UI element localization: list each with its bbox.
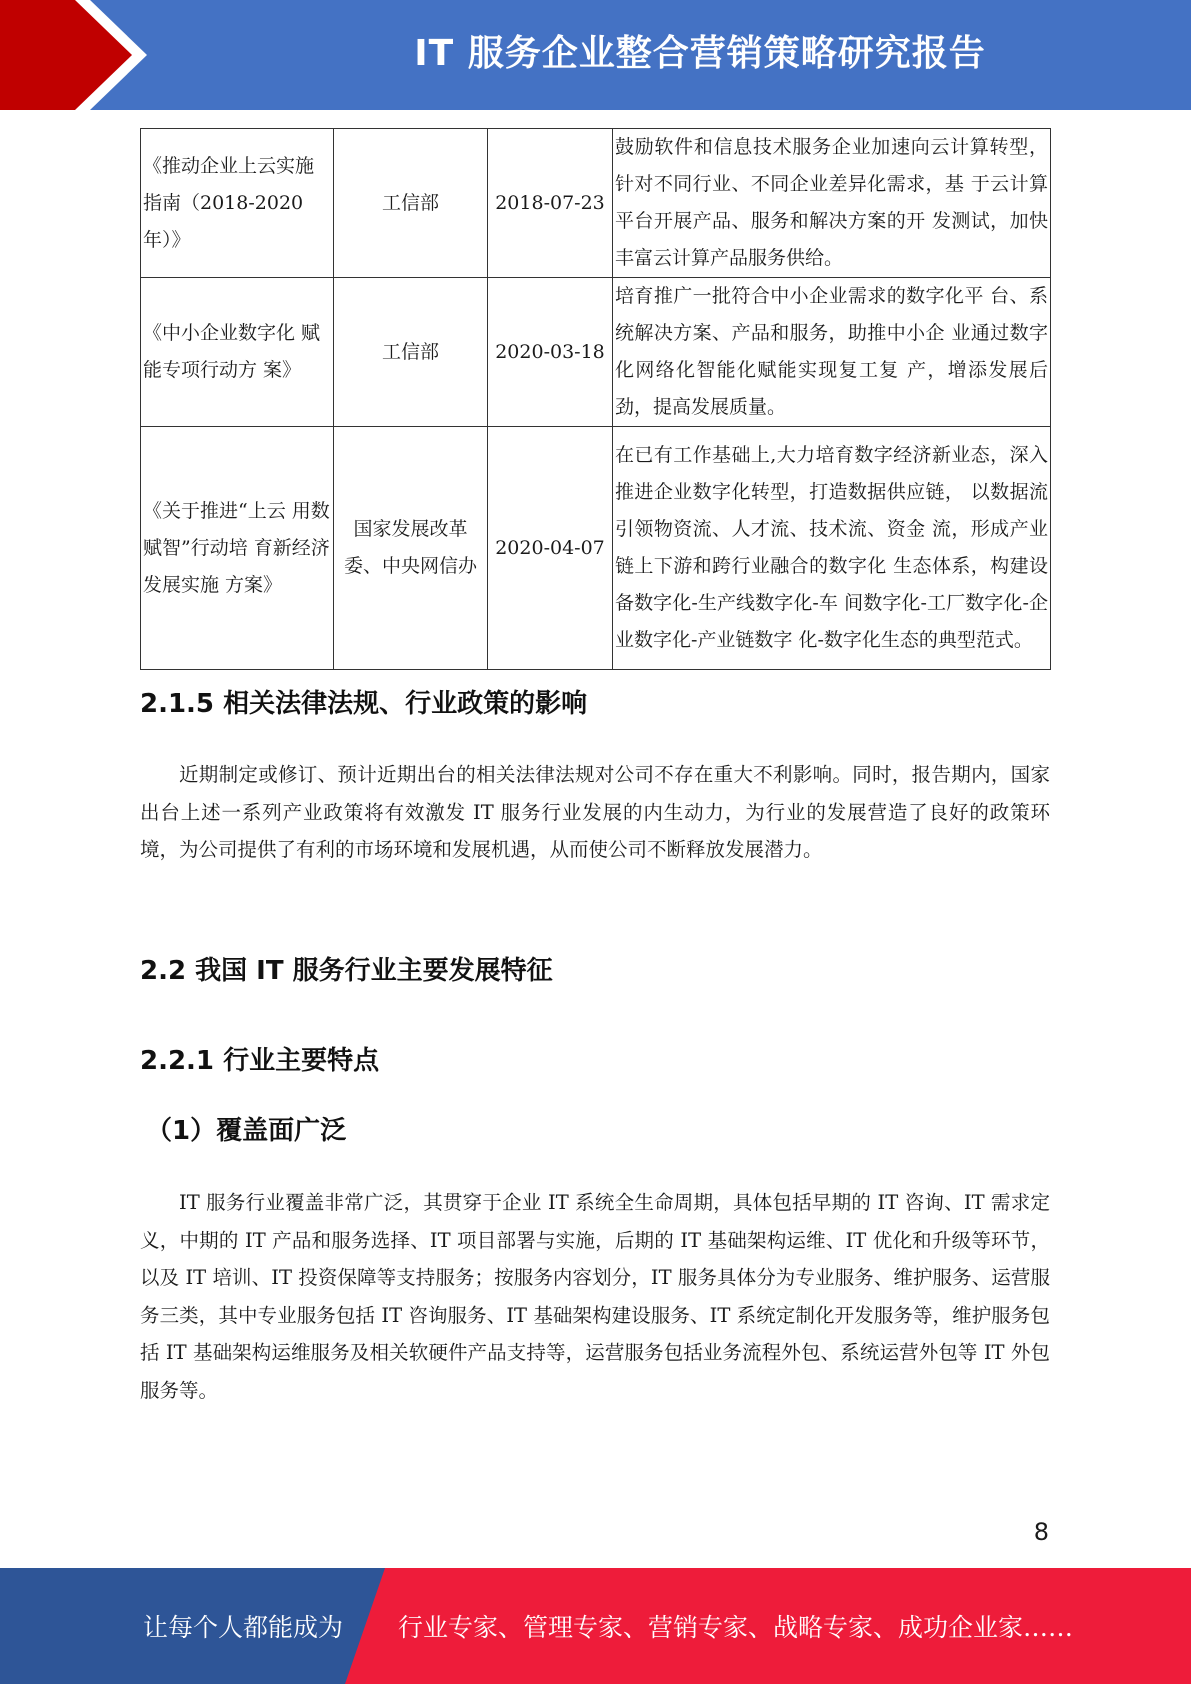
section-heading-2-2-1: 2.2.1 行业主要特点 (140, 1046, 380, 1076)
policy-table (140, 128, 1051, 670)
report-title: IT 服务企业整合营销策略研究报告 (414, 33, 986, 74)
page-number: 8 (1033, 1518, 1049, 1546)
policy-desc-cell: 鼓励软件和信息技术服务企业加速向云计算转型，针对不同行业、不同企业差异化需求，基 于云计算平台开展产品、服务和解决方案的开 发测试，加快丰富云计算产品服务供给。 (613, 129, 1051, 278)
table-row (141, 278, 1051, 427)
section-heading-2-1-5: 2.1.5 相关法律法规、行业政策的影响 (140, 689, 588, 719)
footer-slogan-right: 行业专家、管理专家、营销专家、战略专家、成功企业家…… (398, 1613, 1074, 1642)
policy-dept-cell: 工信部 (334, 278, 488, 427)
section-paragraph-2-1-5: 近期制定或修订、预计近期出台的相关法律法规对公司不存在重大不利影响。同时，报告期内，国家出台上述一系列产业政策将有效激发 IT 服务行业发展的内生动力，为行业的发展营造了良好的政策环境，为公司提供了有利的市场环境和发展机遇，从而使公司不断释放发展潜力。 (140, 763, 1050, 861)
policy-desc-cell: 在已有工作基础上,大力培育数字经济新业态，深入推进企业数字化转型，打造数据供应链， 以数据流引领物资流、人才流、技术流、资金 流，形成产业链上下游和跨行业融合的数字化 生态体系，构建设备数字化-生产线数字化-车 间数字化-工厂数字化-企业数字化-产业链数字 化-数字化生态的典型范式。 (613, 427, 1051, 670)
footer-banner (0, 1568, 1191, 1684)
policy-name-cell: 《推动企业上云实施指南（2018-2020年）》 (141, 129, 334, 278)
header-banner (0, 0, 1191, 110)
table-row (141, 129, 1051, 278)
policy-dept-cell: 国家发展改革委、中央网信办 (334, 427, 488, 670)
policy-date-cell: 2020-03-18 (488, 278, 613, 427)
header-arrow-decoration (0, 0, 160, 110)
policy-desc-cell: 培育推广一批符合中小企业需求的数字化平 台、系统解决方案、产品和服务，助推中小企 业通过数字化网络化智能化赋能实现复工复 产，增添发展后劲，提高发展质量。 (613, 278, 1051, 427)
section-paragraph-2-2-1: IT 服务行业覆盖非常广泛，其贯穿于企业 IT 系统全生命周期，具体包括早期的 IT 咨询、IT 需求定义，中期的 IT 产品和服务选择、IT 项目部署与实施，后期的 IT 基础架构运维、IT 优化和升级等环节，以及 IT 培训、IT 投资保障等支持服务；按服务内容划分，IT 服务具体分为专业服务、维护服务、运营服务三类，其中专业服务包括 IT 咨询服务、IT 基础架构建设服务、IT 系统定制化开发服务等，维护服务包括 IT 基础架构运维服务及相关软硬件产品支持等，运营服务包括业务流程外包、系统运营外包等 IT 外包服务等。 (140, 1191, 1050, 1402)
policy-date-cell: 2020-04-07 (488, 427, 613, 670)
policy-date-cell: 2018-07-23 (488, 129, 613, 278)
table-row (141, 427, 1051, 670)
policy-name-cell: 《关于推进“上云 用数赋智”行动培 育新经济发展实施 方案》 (141, 427, 334, 670)
subsection-heading-coverage: （1）覆盖面广泛 (146, 1116, 347, 1146)
policy-dept-cell: 工信部 (334, 129, 488, 278)
section-heading-2-2: 2.2 我国 IT 服务行业主要发展特征 (140, 956, 553, 986)
footer-slogan-left: 让每个人都能成为 (143, 1613, 344, 1642)
policy-name-cell: 《中小企业数字化 赋能专项行动方 案》 (141, 278, 334, 427)
